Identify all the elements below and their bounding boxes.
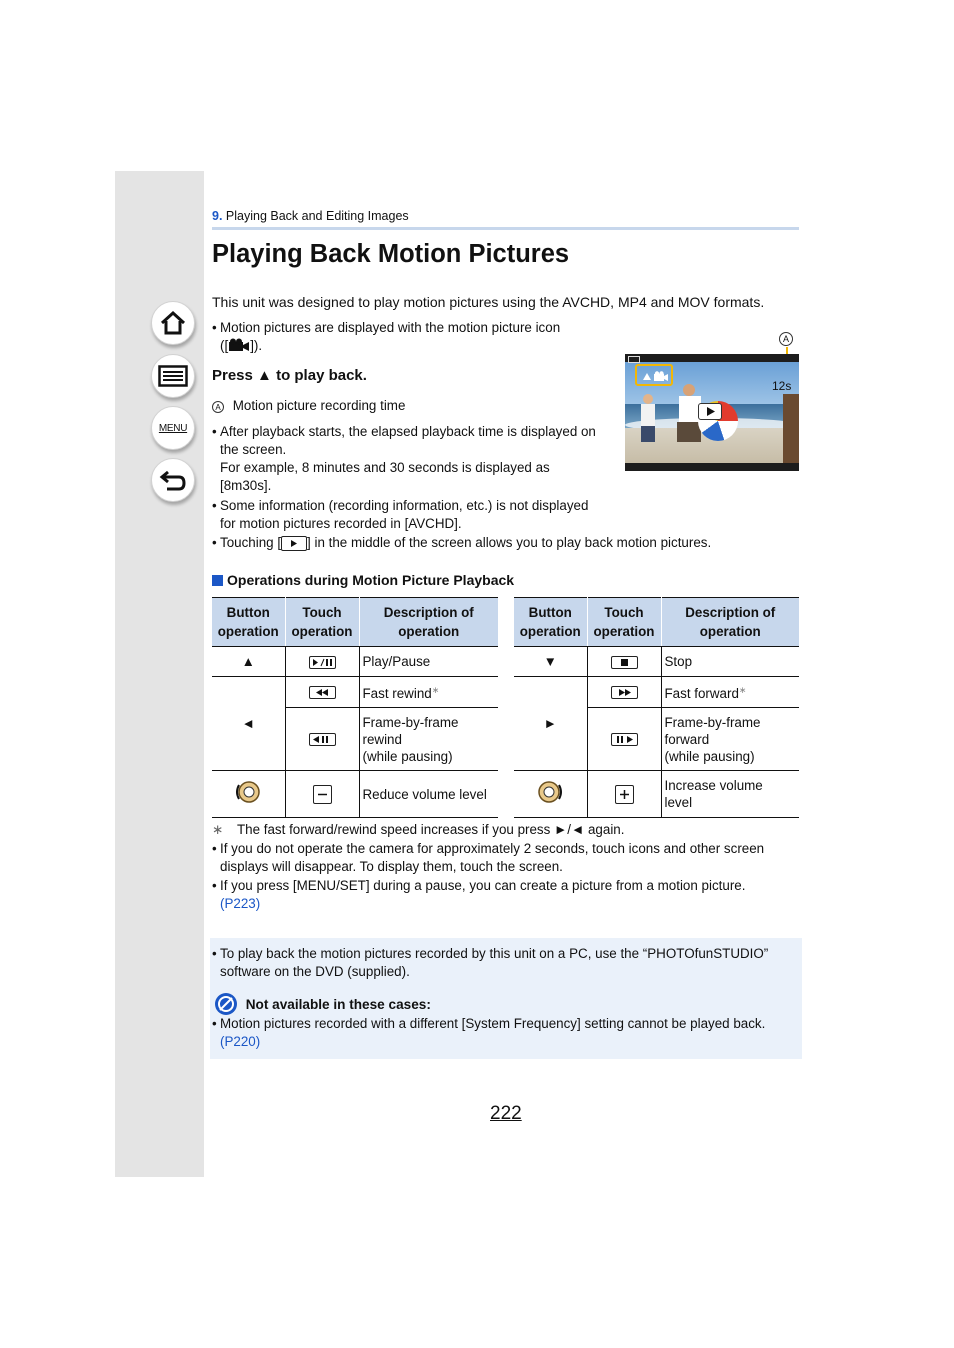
recording-time: 12s [772, 379, 792, 393]
header-touch-operation: Touch operation [587, 598, 661, 647]
chapter-title: Playing Back and Editing Images [225, 209, 409, 223]
table-cell [285, 708, 359, 771]
system-frequency-bullet: • Motion pictures recorded with a different [System Frequency] setting cannot be played back. (P220) [212, 1016, 766, 1049]
header-rule [212, 227, 799, 230]
breadcrumb [212, 209, 409, 223]
link-p220[interactable]: (P220) [220, 1034, 261, 1049]
header-description: Description of operation [661, 598, 799, 647]
play-icon [282, 537, 306, 550]
table-cell: Play/Pause [359, 647, 498, 677]
home-button[interactable] [151, 301, 195, 345]
table-cell: ◄ [212, 677, 285, 771]
right-operations-table [514, 597, 799, 818]
playback-mode-icon [628, 356, 640, 363]
contents-button[interactable] [151, 354, 195, 398]
minus-touch-icon [313, 785, 332, 804]
label-a-note: A Motion picture recording time [212, 397, 405, 415]
table-cell [587, 708, 661, 771]
table-cell [285, 647, 359, 677]
table-cell: Increase volume level [661, 771, 799, 818]
home-icon [159, 310, 187, 336]
table-cell [285, 677, 359, 708]
press-instruction: Press ▲ to play back. [212, 367, 367, 384]
table-cell [212, 771, 285, 818]
rewind-touch-icon [309, 686, 336, 699]
play-pause-touch-icon [309, 656, 336, 669]
page-number: 222 [490, 1103, 522, 1124]
table-cell: Frame-by-frame forward (while pausing) [661, 708, 799, 771]
touch-play-bullet: • Touching [ ] in the middle of the screen allows you to play back motion pictures. [212, 535, 712, 550]
motion-picture-icon-onscreen [641, 370, 669, 382]
header-button-operation: Button operation [212, 598, 285, 647]
not-available-heading: Not available in these cases: [214, 992, 431, 1016]
table-cell [587, 647, 661, 677]
play-button-glyph [281, 536, 307, 551]
frame-forward-touch-icon [611, 733, 638, 746]
left-operations-table [212, 597, 498, 818]
table-cell: Frame-by-frame rewind (while pausing) [359, 708, 498, 771]
table-cell [587, 771, 661, 818]
table-cell: Fast forward∗ [661, 677, 799, 708]
create-picture-bullet: • If you press [MENU/SET] during a pause, you can create a picture from a motion picture. (P223) [212, 878, 746, 911]
play-touch-button[interactable] [698, 403, 722, 420]
chapter-number: 9. [212, 209, 223, 223]
callout-a-marker: A [779, 332, 793, 346]
plus-touch-icon [615, 785, 634, 804]
frame-rewind-touch-icon [309, 733, 336, 746]
table-cell: Stop [661, 647, 799, 677]
header-button-operation: Button operation [514, 598, 587, 647]
motion-picture-icon [228, 338, 250, 352]
table-cell [587, 677, 661, 708]
table-cell: Fast rewind∗ [359, 677, 498, 708]
footnote-mark: ∗ [212, 822, 224, 837]
playback-screen-illustration [625, 354, 799, 471]
label-a-marker: A [212, 401, 224, 413]
stop-touch-icon [611, 656, 638, 669]
operations-heading: Operations during Motion Picture Playback [212, 572, 514, 588]
motion-icon-bullet: • Motion pictures are displayed with the motion picture icon ([ ]). [212, 320, 561, 353]
link-p223[interactable]: (P223) [220, 896, 261, 911]
rear-dial-left-icon [234, 780, 262, 804]
up-arrow-icon: ▲ [257, 367, 272, 384]
page-title: Playing Back Motion Pictures [212, 240, 570, 268]
table-cell [285, 771, 359, 818]
list-icon [158, 365, 188, 387]
table-cell [514, 771, 587, 818]
auto-hide-bullet: • If you do not operate the camera for approximately 2 seconds, touch icons and other screen displays will disappear. To display them, touch the screen. [212, 841, 765, 874]
table-cell: ► [514, 677, 587, 771]
header-description: Description of operation [359, 598, 498, 647]
elapsed-time-bullet: • After playback starts, the elapsed playback time is displayed on the screen. For example, 8 minutes and 30 seconds is displayed as [8m30s]. [212, 424, 596, 493]
fast-forward-touch-icon [611, 686, 638, 699]
pc-playback-bullet: • To play back the motion pictures recorded by this unit on a PC, use the “PHOTOfunSTUDIO” software on the DVD (supplied). [212, 946, 769, 979]
header-touch-operation: Touch operation [285, 598, 359, 647]
play-icon [699, 404, 721, 419]
table-cell: ▼ [514, 647, 587, 677]
menu-label: MENU [158, 422, 188, 434]
back-button[interactable] [151, 458, 195, 502]
intro-text: This unit was designed to play motion pictures using the AVCHD, MP4 and MOV formats. [212, 294, 765, 310]
section-square-icon [212, 575, 223, 586]
back-arrow-icon [159, 468, 187, 492]
table-cell: ▲ [212, 647, 285, 677]
avchd-info-bullet: • Some information (recording information, etc.) is not displayed for motion pictures recorded in [AVCHD]. [212, 498, 589, 531]
table-cell: Reduce volume level [359, 771, 498, 818]
footnote: ∗ The fast forward/rewind speed increases if you press ►/◄ again. [212, 822, 625, 837]
not-available-icon [214, 992, 238, 1016]
menu-button[interactable] [151, 406, 195, 450]
rear-dial-right-icon [536, 780, 564, 804]
